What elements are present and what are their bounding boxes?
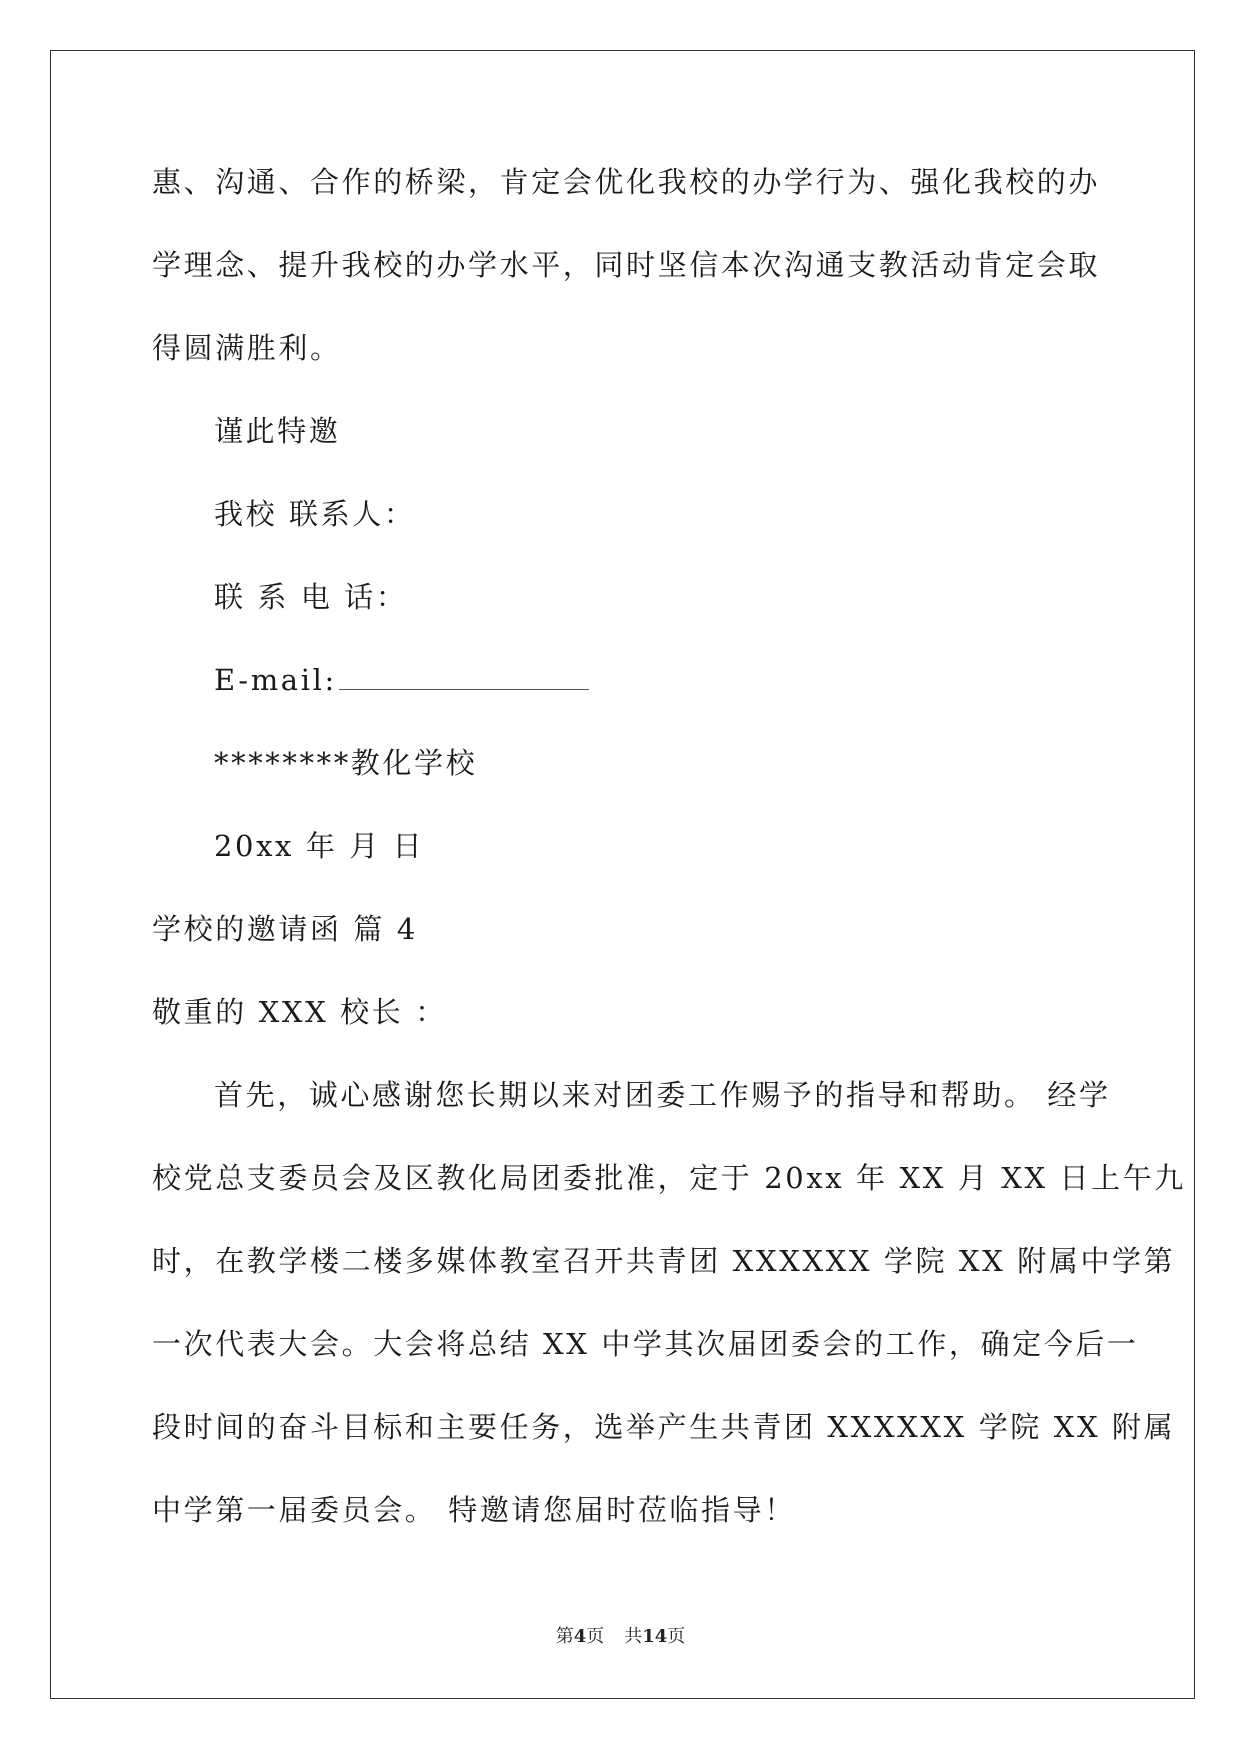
paragraph-line: 中学第一届委员会。 特邀请您届时莅临指导！ xyxy=(152,1493,796,1527)
paragraph-line: 一次代表大会。大会将总结 XX 中学其次届团委会的工作，确定今后一 xyxy=(152,1327,1139,1361)
total-suffix: 页 xyxy=(667,1626,686,1647)
salutation: 敬重的 XXX 校长 ： xyxy=(152,995,447,1029)
page-number: 4 xyxy=(573,1626,587,1647)
total-pages: 14 xyxy=(642,1626,668,1647)
paragraph-line: 学理念、提升我校的办学水平，同时坚信本次沟通支教活动肯定会取 xyxy=(152,248,1101,282)
contact-phone-label: 联 系 电 话： xyxy=(214,580,408,614)
paragraph-line: 首先，诚心感谢您长期以来对团委工作赐予的指导和帮助。 经学 xyxy=(214,1078,1111,1112)
email-blank xyxy=(339,661,589,690)
email-line xyxy=(152,658,1092,741)
paragraph-line: 得圆满胜利。 xyxy=(152,331,342,365)
paragraph-line: 校党总支委员会及区教化局团委批准，定于 20xx 年 XX 月 XX 日上午九 xyxy=(152,1161,1186,1195)
closing-phrase: 谨此特邀 xyxy=(214,414,341,448)
date-line: 20xx 年 月 日 xyxy=(214,829,425,863)
contact-person-label: 我校 联系人： xyxy=(214,497,416,531)
section-heading: 学校的邀请函 篇 4 xyxy=(152,912,418,946)
paragraph-line: 段时间的奋斗目标和主要任务，选举产生共青团 XXXXXX 学院 XX 附属 xyxy=(152,1410,1176,1444)
total-prefix: 共 xyxy=(624,1626,643,1647)
school-signature: ********教化学校 xyxy=(214,746,478,780)
page-suffix: 页 xyxy=(586,1626,605,1647)
page-prefix: 第 xyxy=(555,1626,574,1647)
page-footer xyxy=(0,1622,1241,1648)
document-body xyxy=(152,160,1186,1571)
paragraph-line: 时，在教学楼二楼多媒体教室召开共青团 XXXXXX 学院 XX 附属中学第 xyxy=(152,1244,1176,1278)
paragraph-line: 惠、沟通、合作的桥梁，肯定会优化我校的办学行为、强化我校的办 xyxy=(152,165,1101,199)
email-label: E-mail: xyxy=(214,663,337,697)
